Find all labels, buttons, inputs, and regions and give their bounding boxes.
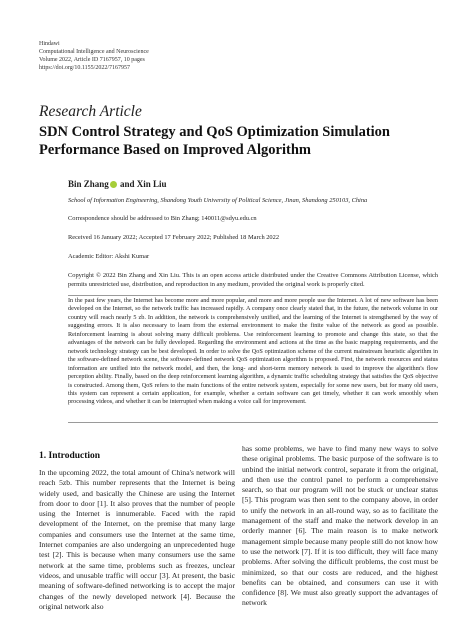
article-type: Research Article [39,103,142,120]
affiliation: School of Information Engineering, Shandong Youth University of Political Science, Jinan, Shandong 250103, China [68,197,368,204]
abstract-bottom-rule [68,422,438,423]
publisher-name: Hindawi [39,41,60,47]
intro-left-column: In the upcoming 2022, the total amount of China's network will reach 5zb. This number represents that the Internet is being widely used, and basically the Chinese are using the Internet from door to door [1]. It also proves that the number of people using the Internet is innumerable. Faced with the rapid development of the Internet, on the premise that many large companies and consumers use the Internet at the same time, Internet companies are also undergoing an unprecedented huge test [2]. This is because when many consumers use the same network at the same time, problems such as freezes, unclear videos, and unusable traffic will occur [3]. At present, the basic meaning of software-defined networking is to accept the major changes of the newly developed network [4]. Because the original network also [39,468,235,611]
orcid-icon[interactable] [110,181,117,188]
doi-link[interactable]: https://doi.org/10.1155/2022/7167957 [39,65,131,71]
author-joiner: and [117,179,137,189]
abstract-text: In the past few years, the Internet has become more and more popular, and more and more people use the Internet. A lot of new software has been developed on the Internet, so the network traffic has increased rapidly. A company once clearly stated that, in the future, the network volume in our country will reach nearly 5 zb. In addition, the network is comprehensively unified, and the learning of the Internet is strengthened by the way of suggesting errors. It is also necessary to learn from the external environment to make the finite value of the network as good as possible. Reinforcement learning is about solving many difficult problems. Use reinforcement learning to promote and change this state, so that the advantages of the network can be fully developed. Regarding the environment and actions at the time as the basic mapping requirements, and the network technology strategy can be best developed. In order to solve the QoS optimization scheme of the current mainstream heuristic algorithm in the software-defined network scene, the software-defined network QoS optimization algorithm is proposed. First, the network resources and status information are unified into the network model, and then, the long- and short-term memory network is used to improve the algorithm's flow perception ability. Finally, based on the deep reinforcement learning algorithm, a dynamic traffic scheduling strategy that satisfies the QoS objective is constructed. Among them, QoS refers to the main functions of the entire network system, especially for some new users, but for many old users, this system can represent a certain application, for example, whether a certain software can get timely, whether it can work smoothly when processing videos, and whether it can be interrupted when making a voice call for improvement. [68,297,438,406]
journal-name: Computational Intelligence and Neuroscience [39,49,149,55]
intro-right-column: has some problems, we have to find many new ways to solve these original problems. The basic purpose of the software is to unbind the initial network control, separate it from the original, and then use the control panel to perform a comprehensive search, so that our program will not be stuck or unclear status [5]. This program was then sent to the company above, in order to unify the network in an all-round way, so as to facilitate the management of the staff and make the network develop in an orderly manner [6]. The main reason is to make network management simple because many people still do not know how to use the network [7]. If it is too difficult, they will face many problems. After solving the difficult problems, the cost must be minimized, so that our costs are reduced, and the highest benefits can be obtained, and consumers can use it with confidence [8]. We must also greatly support the advantages of network [242,444,438,608]
journal-header [39,40,259,72]
author-bin-zhang: Bin Zhang [68,179,109,189]
copyright-notice: Copyright © 2022 Bin Zhang and Xin Liu. This is an open access article distributed under the Creative Commons Attribution License, which permits unrestricted use, distribution, and reproduction in any medium, provided the original work is properly cited. [68,272,438,288]
volume-info: Volume 2022, Article ID 7167957, 10 pages [39,57,145,63]
academic-editor: Academic Editor: Akshi Kumar [68,253,150,260]
publication-dates: Received 16 January 2022; Accepted 17 February 2022; Published 18 March 2022 [68,234,280,241]
article-title: SDN Control Strategy and QoS Optimization Simulation Performance Based on Improved Algorithm [39,124,390,158]
section-heading-introduction: 1. Introduction [39,451,101,461]
author-xin-liu: Xin Liu [136,179,167,189]
author-list [68,180,438,189]
correspondence: Correspondence should be addressed to Bin Zhang; 140011@sdyu.edu.cn [68,215,257,222]
abstract-top-rule [68,295,438,296]
